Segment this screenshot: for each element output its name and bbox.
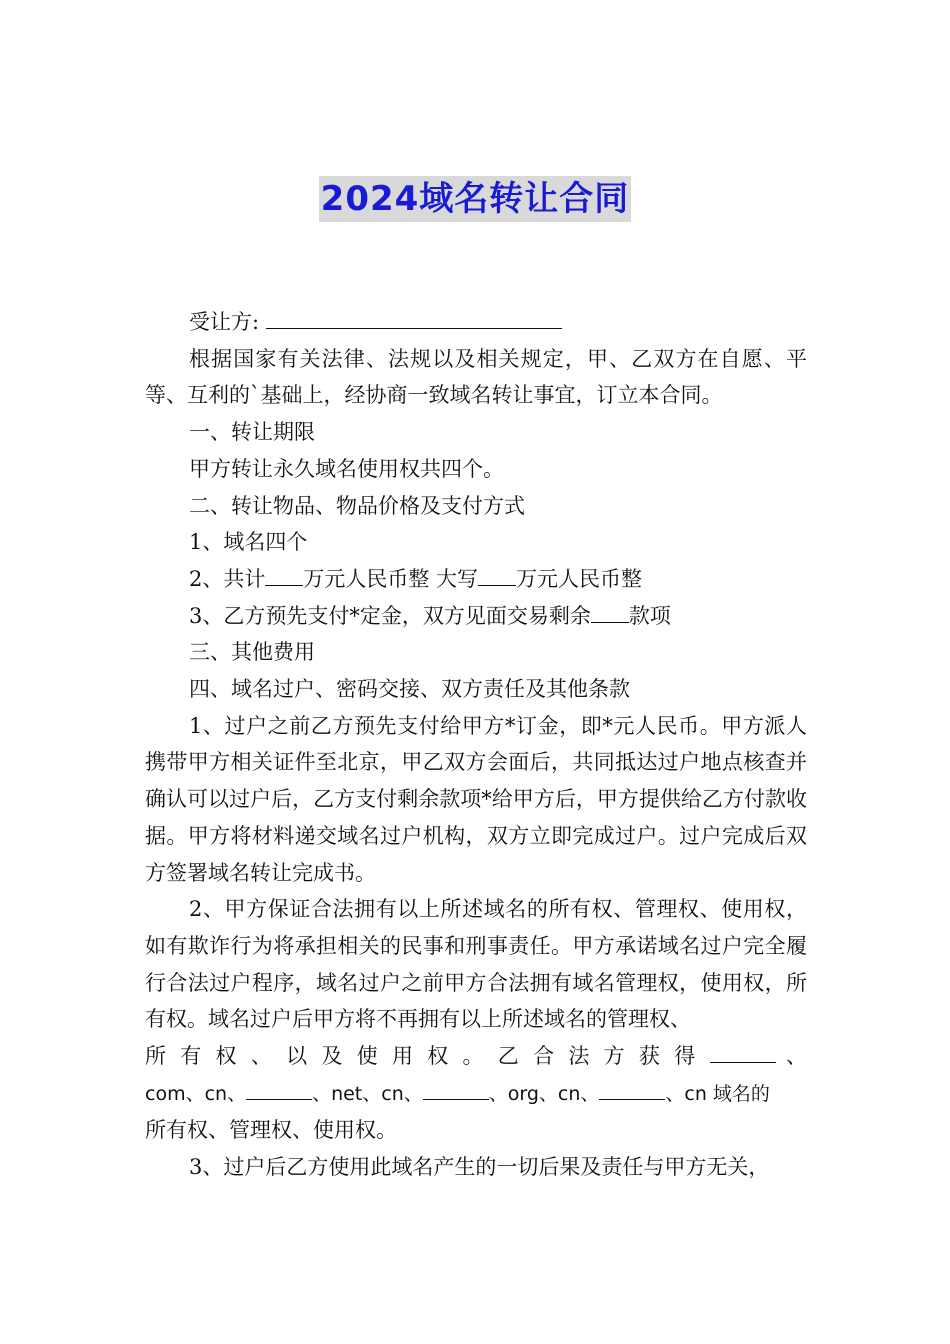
total-amount-blank [265, 563, 303, 586]
section-1-body: 甲方转让永久域名使用权共四个。 [189, 456, 504, 481]
domain-blank-2 [246, 1077, 312, 1100]
title-container [0, 176, 950, 222]
domain-text-a: com、cn、 [145, 1082, 247, 1105]
item-2-text-b: 万元人民币整 大写 [303, 566, 479, 591]
section-4-item-3: 3、过户后乙方使用此域名产生的一切后果及责任与甲方无关， [189, 1155, 770, 1180]
spread-text: 所 有 权 、 以 及 使 用 权 。 乙 合 法 方 获 得 [145, 1044, 700, 1069]
contract-body [145, 304, 807, 1186]
section-1-heading: 一、转让期限 [189, 420, 315, 445]
item-2-text-a: 2、共计 [189, 566, 266, 591]
total-amount-capital-blank [478, 563, 516, 586]
document-title: 2024域名转让合同 [319, 176, 632, 222]
section-4-item-2-end: 所有权、管理权、使用权。 [145, 1118, 397, 1143]
item-3-text-a: 3、乙方预先支付*定金，双方见面交易剩余 [189, 603, 591, 628]
section-3-heading: 三、其他费用 [189, 640, 315, 665]
section-2-item-1: 1、域名四个 [189, 530, 308, 555]
remaining-amount-blank [591, 600, 629, 623]
section-4-item-1: 1、过户之前乙方预先支付给甲方*订金，即*元人民币。甲方派人携带甲方相关证件至北京，甲乙双方会面后，共同抵达过户地点核查并确认可以过户后，乙方支付剩余款项*给甲方后，甲方提供给乙方付款收据。甲方将材料递交域名过户机构，双方立即完成过户。过户完成后双方签署域名转让完成书。 [145, 713, 807, 885]
section-4-heading: 四、域名过户、密码交接、双方责任及其他条款 [189, 677, 630, 702]
item-2-text-c: 万元人民币整 [516, 566, 643, 591]
domain-text-c: 、org、cn、 [488, 1082, 600, 1105]
item-3-text-b: 款项 [628, 603, 671, 628]
transferee-blank [266, 306, 562, 329]
transferee-line [145, 304, 807, 341]
domain-text-b: 、net、cn、 [312, 1082, 423, 1105]
section-2-item-2 [145, 561, 807, 598]
section-4-item-2-spread-line [145, 1038, 807, 1075]
section-2-item-3 [145, 598, 807, 635]
section-4-item-2-domains [145, 1075, 807, 1113]
domain-blank-3 [423, 1077, 489, 1100]
domain-blank-1 [710, 1040, 776, 1063]
transferee-label: 受让方: [189, 310, 260, 334]
intro-paragraph: 根据国家有关法律、法规以及相关规定，甲、乙双方在自愿、平等、互利的`基础上，经协商一致域名转让事宜，订立本合同。 [145, 346, 807, 408]
section-2-heading: 二、转让物品、物品价格及支付方式 [189, 493, 525, 518]
spread-separator: 、 [785, 1044, 807, 1069]
domain-blank-4 [599, 1077, 665, 1100]
domain-text-d: 、cn 域名的 [665, 1082, 770, 1105]
section-4-item-2: 2、甲方保证合法拥有以上所述域名的所有权、管理权、使用权，如有欺诈行为将承担相关的民事和刑事责任。甲方承诺域名过户完全履行合法过户程序，域名过户之前甲方合法拥有域名管理权，使用权，所有权。域名过户后甲方将不再拥有以上所述域名的管理权、 [145, 897, 807, 1032]
